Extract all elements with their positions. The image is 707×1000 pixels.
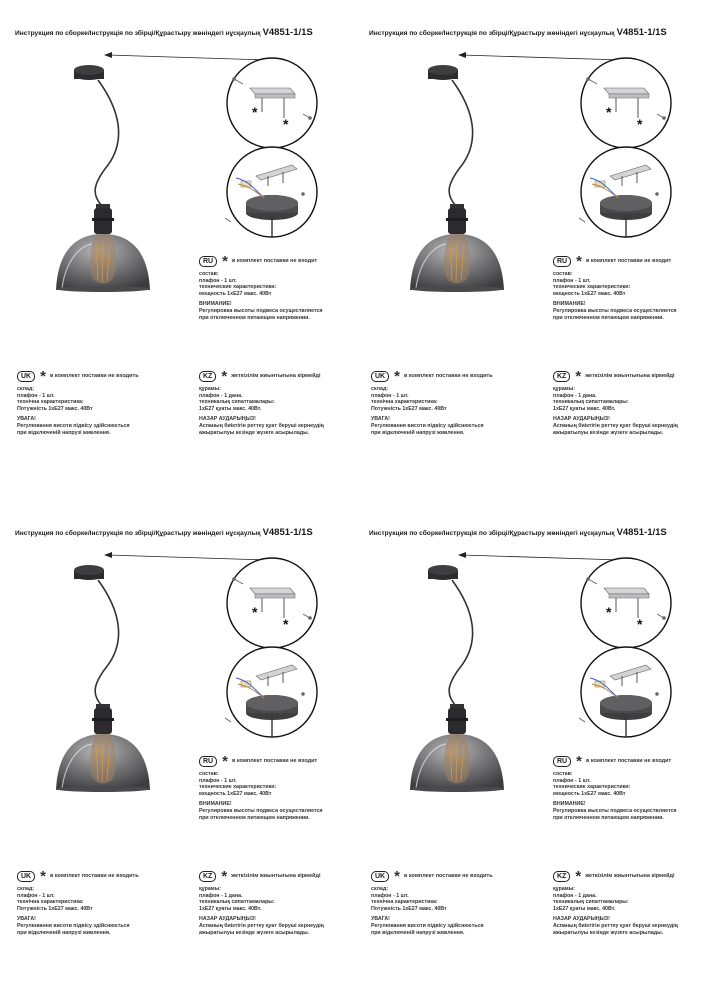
- section-kz: [553, 867, 678, 936]
- warning-text: при відключеній напрузі живлення.: [371, 429, 465, 436]
- warning-text: при відключеній напрузі живлення.: [17, 929, 111, 936]
- svg-text:*: *: [637, 616, 643, 632]
- section-uk: [17, 867, 139, 936]
- lang-badge-uk: UK: [17, 871, 35, 882]
- section-ru: [199, 752, 323, 821]
- specs-label: технические характеристики:: [199, 784, 277, 791]
- specs-value: 1хЕ27 қуаты макс. 40Вт.: [199, 905, 262, 912]
- section-ru: [199, 252, 323, 321]
- specs-label: технические характеристики:: [199, 284, 277, 291]
- instruction-panel: [0, 0, 353, 500]
- specs-label: техникалық сипаттамалары:: [199, 399, 275, 406]
- specs-value: 1хЕ27 қуаты макс. 40Вт.: [199, 405, 262, 412]
- composition-value: плафон - 1 шт.: [199, 777, 237, 784]
- not-included-note: в комплект поставки не входить: [403, 873, 493, 880]
- model-number: V4851-1/1S: [616, 527, 667, 538]
- svg-text:*: *: [252, 104, 258, 120]
- lang-badge-ru: RU: [199, 256, 217, 267]
- composition-value: плафон - 1 дана.: [199, 892, 243, 899]
- warning-text: Аспаның биіктігін реттеу қуат беруші кернеудің: [553, 922, 678, 929]
- arrow-left-icon: [458, 52, 622, 60]
- warning-title: НАЗАР АУДАРЫҢЫЗ!: [553, 916, 610, 923]
- instruction-panel: [354, 500, 707, 1000]
- warning-title: ВНИМАНИЕ!: [199, 301, 232, 308]
- instruction-panel: [354, 0, 707, 500]
- warning-text: ажыратылуы кезінде жүзеге асырылады.: [553, 929, 664, 936]
- composition-label: құрамы:: [553, 886, 575, 892]
- specs-label: технічна характеристика:: [17, 899, 84, 906]
- composition-value: плафон - 1 шт.: [199, 277, 237, 284]
- asterisk-icon: *: [576, 752, 582, 770]
- warning-text: ажыратылуы кезінде жүзеге асырылады.: [199, 929, 310, 936]
- composition-value: плафон - 1 дана.: [553, 892, 597, 899]
- ceiling-canopy-detail: [579, 147, 671, 237]
- warning-title: ВНИМАНИЕ!: [553, 301, 586, 308]
- not-included-note: в комплект поставки не входить: [403, 373, 493, 380]
- not-included-note: жеткізілім жиынтығына кірмейді: [585, 873, 675, 880]
- warning-text: при відключеній напрузі живлення.: [17, 429, 111, 436]
- lang-badge-kz: KZ: [553, 871, 570, 882]
- section-kz: [199, 867, 324, 936]
- title-text: Инструкция по сборке/Інструкція по збірці/Құрастыру жөніндегі нұсқаулық: [369, 530, 615, 537]
- specs-value: 1хЕ27 қуаты макс. 40Вт.: [553, 905, 616, 912]
- composition-value: плафон - 1 дана.: [199, 392, 243, 399]
- composition-label: склад:: [371, 886, 389, 892]
- asterisk-icon: *: [221, 367, 228, 385]
- title-text: Инструкция по сборке/Інструкція по збірці/Құрастыру жөніндегі нұсқаулық: [369, 30, 615, 37]
- arrow-left-icon: [104, 52, 268, 60]
- lang-badge-uk: UK: [17, 371, 35, 382]
- warning-text: Аспаның биіктігін реттеу қуат беруші кернеудің: [199, 922, 324, 929]
- asterisk-icon: *: [394, 367, 400, 385]
- section-ru: [553, 252, 677, 321]
- warning-text: Регулировка высоты подвеса осуществляется: [553, 807, 677, 814]
- warning-title: ВНИМАНИЕ!: [199, 801, 232, 808]
- specs-value: Потужність 1хЕ27 макс. 40Вт: [371, 405, 447, 412]
- asterisk-icon: *: [222, 252, 228, 270]
- section-uk: [17, 367, 139, 436]
- composition-value: плафон - 1 шт.: [371, 392, 409, 399]
- specs-value: Потужність 1хЕ27 макс. 40Вт: [371, 905, 447, 912]
- mounting-bracket-detail: [581, 58, 671, 148]
- title-text: Инструкция по сборке/Інструкція по збірці/Құрастыру жөніндегі нұсқаулық: [15, 530, 261, 537]
- lang-badge-uk: UK: [371, 871, 389, 882]
- specs-value: мощность 1хЕ27 макс. 40Вт: [199, 290, 272, 297]
- specs-label: технические характеристики:: [553, 284, 631, 291]
- warning-text: Регулировка высоты подвеса осуществляется: [553, 307, 677, 314]
- warning-text: ажыратылуы кезінде жүзеге асырылады.: [553, 429, 664, 436]
- asterisk-icon: *: [576, 252, 582, 270]
- not-included-note: в комплект поставки не входит: [585, 758, 672, 765]
- section-kz: [553, 367, 678, 436]
- composition-label: құрамы:: [553, 386, 575, 392]
- lang-badge-ru: RU: [553, 256, 571, 267]
- composition-label: склад:: [371, 386, 389, 392]
- specs-label: технічна характеристика:: [371, 899, 438, 906]
- specs-label: технічна характеристика:: [371, 399, 438, 406]
- not-included-note: в комплект поставки не входит: [231, 758, 318, 765]
- svg-text:*: *: [252, 604, 258, 620]
- warning-text: Аспаның биіктігін реттеу қуат беруші кернеудің: [553, 422, 678, 429]
- warning-text: Аспаның биіктігін реттеу қуат беруші кернеудің: [199, 422, 324, 429]
- warning-title: ВНИМАНИЕ!: [553, 801, 586, 808]
- asterisk-icon: *: [575, 367, 582, 385]
- arrow-left-icon: [104, 552, 268, 560]
- model-number: V4851-1/1S: [262, 527, 313, 538]
- section-uk: [371, 867, 493, 936]
- warning-text: при отключенном питающем напряжении.: [553, 814, 664, 821]
- specs-label: техникалық сипаттамалары:: [553, 399, 629, 406]
- warning-title: НАЗАР АУДАРЫҢЫЗ!: [199, 416, 256, 423]
- composition-value: плафон - 1 шт.: [553, 277, 591, 284]
- asterisk-icon: *: [222, 752, 228, 770]
- warning-text: Регулювання висоти підвісу здійснюється: [17, 922, 130, 929]
- warning-title: УВАГА!: [17, 916, 36, 923]
- warning-title: НАЗАР АУДАРЫҢЫЗ!: [199, 916, 256, 923]
- asterisk-icon: *: [40, 867, 46, 885]
- model-number: V4851-1/1S: [616, 27, 667, 38]
- lang-badge-uk: UK: [371, 371, 389, 382]
- warning-text: ажыратылуы кезінде жүзеге асырылады.: [199, 429, 310, 436]
- composition-label: құрамы:: [199, 886, 221, 892]
- warning-text: при отключенном питающем напряжении.: [553, 314, 664, 321]
- warning-text: Регулювання висоти підвісу здійснюється: [17, 422, 130, 429]
- warning-text: Регулювання висоти підвісу здійснюється: [371, 922, 484, 929]
- not-included-note: в комплект поставки не входить: [49, 873, 139, 880]
- ceiling-canopy-detail: [225, 647, 317, 737]
- warning-title: УВАГА!: [371, 416, 390, 423]
- warning-text: Регулировка высоты подвеса осуществляется: [199, 807, 323, 814]
- asterisk-icon: *: [221, 867, 228, 885]
- specs-value: Потужність 1хЕ27 макс. 40Вт: [17, 905, 93, 912]
- not-included-note: в комплект поставки не входит: [585, 258, 672, 265]
- composition-label: состав:: [553, 271, 573, 277]
- warning-text: при відключеній напрузі живлення.: [371, 929, 465, 936]
- mounting-bracket-detail: [227, 58, 317, 148]
- svg-text:*: *: [606, 604, 612, 620]
- specs-label: технічна характеристика:: [17, 399, 84, 406]
- specs-value: мощность 1хЕ27 макс. 40Вт: [199, 790, 272, 797]
- specs-value: 1хЕ27 қуаты макс. 40Вт.: [553, 405, 616, 412]
- composition-label: склад:: [17, 886, 35, 892]
- composition-value: плафон - 1 шт.: [553, 777, 591, 784]
- section-kz: [199, 367, 324, 436]
- title-text: Инструкция по сборке/Інструкція по збірці/Құрастыру жөніндегі нұсқаулық: [15, 30, 261, 37]
- instruction-panel: [0, 500, 353, 1000]
- specs-value: мощность 1хЕ27 макс. 40Вт: [553, 290, 626, 297]
- not-included-note: жеткізілім жиынтығына кірмейді: [231, 873, 321, 880]
- warning-text: Регулювання висоти підвісу здійснюється: [371, 422, 484, 429]
- lang-badge-kz: KZ: [553, 371, 570, 382]
- model-number: V4851-1/1S: [262, 27, 313, 38]
- composition-label: состав:: [553, 771, 573, 777]
- composition-value: плафон - 1 дана.: [553, 392, 597, 399]
- svg-text:*: *: [283, 616, 289, 632]
- specs-label: технические характеристики:: [553, 784, 631, 791]
- specs-value: мощность 1хЕ27 макс. 40Вт: [553, 790, 626, 797]
- warning-text: при отключенном питающем напряжении.: [199, 814, 310, 821]
- lang-badge-ru: RU: [553, 756, 571, 767]
- lang-badge-ru: RU: [199, 756, 217, 767]
- composition-value: плафон - 1 шт.: [371, 892, 409, 899]
- section-uk: [371, 367, 493, 436]
- composition-label: склад:: [17, 386, 35, 392]
- lang-badge-kz: KZ: [199, 871, 216, 882]
- specs-label: техникалық сипаттамалары:: [199, 899, 275, 906]
- section-ru: [553, 752, 677, 821]
- warning-title: УВАГА!: [371, 916, 390, 923]
- mounting-bracket-detail: [227, 558, 317, 648]
- warning-text: Регулировка высоты подвеса осуществляется: [199, 307, 323, 314]
- svg-text:*: *: [283, 116, 289, 132]
- ceiling-canopy-detail: [225, 147, 317, 237]
- warning-title: НАЗАР АУДАРЫҢЫЗ!: [553, 416, 610, 423]
- composition-label: состав:: [199, 271, 219, 277]
- specs-value: Потужність 1хЕ27 макс. 40Вт: [17, 405, 93, 412]
- warning-text: при отключенном питающем напряжении.: [199, 314, 310, 321]
- mounting-bracket-detail: [581, 558, 671, 648]
- arrow-left-icon: [458, 552, 622, 560]
- composition-value: плафон - 1 шт.: [17, 392, 55, 399]
- asterisk-icon: *: [394, 867, 400, 885]
- specs-label: техникалық сипаттамалары:: [553, 899, 629, 906]
- svg-text:*: *: [637, 116, 643, 132]
- ceiling-canopy-detail: [579, 647, 671, 737]
- svg-text:*: *: [606, 104, 612, 120]
- asterisk-icon: *: [575, 867, 582, 885]
- composition-label: состав:: [199, 771, 219, 777]
- not-included-note: в комплект поставки не входить: [49, 373, 139, 380]
- composition-value: плафон - 1 шт.: [17, 892, 55, 899]
- not-included-note: жеткізілім жиынтығына кірмейді: [231, 373, 321, 380]
- warning-title: УВАГА!: [17, 416, 36, 423]
- lang-badge-kz: KZ: [199, 371, 216, 382]
- not-included-note: в комплект поставки не входит: [231, 258, 318, 265]
- not-included-note: жеткізілім жиынтығына кірмейді: [585, 373, 675, 380]
- composition-label: құрамы:: [199, 386, 221, 392]
- asterisk-icon: *: [40, 367, 46, 385]
